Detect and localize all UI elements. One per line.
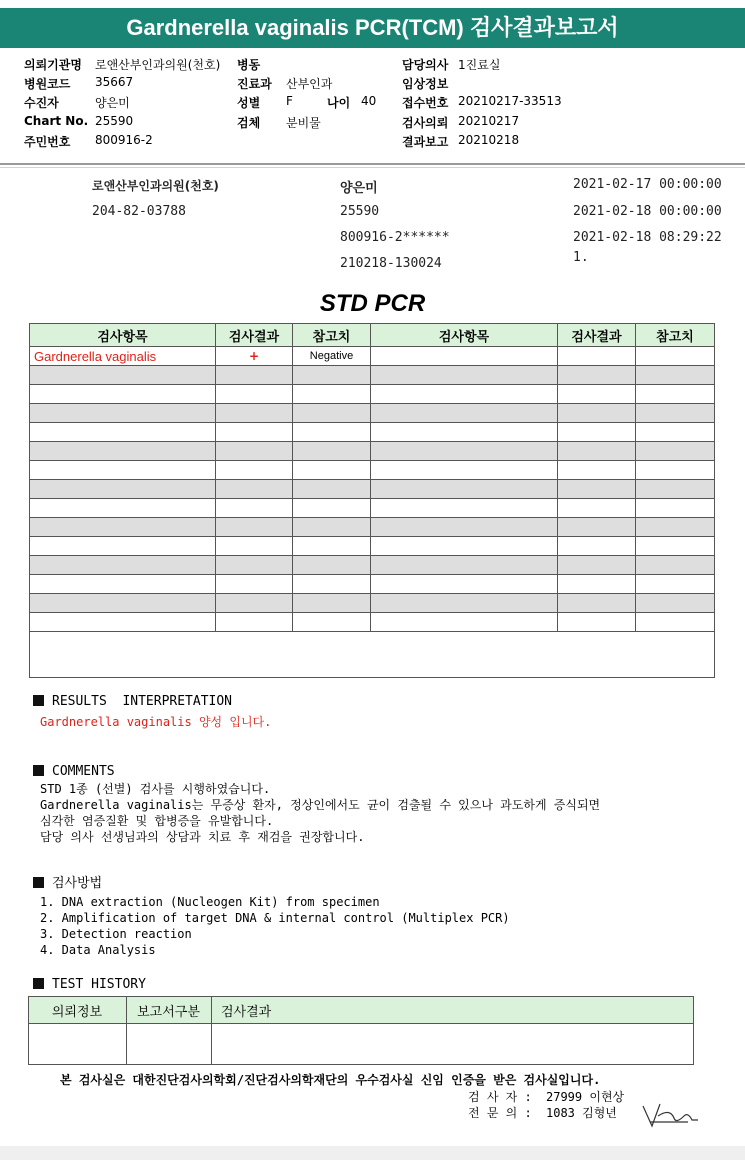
table-row [30,366,715,385]
label-receipt-no: 접수번호 [402,96,449,110]
bottom-bar [0,1146,745,1160]
value-clinic: 로앤산부인과의원(천호) [95,58,221,72]
square-bullet-icon [33,877,44,888]
method-line: 3. Detection reaction [40,927,192,941]
table-row [30,480,715,499]
label-sex: 성별 [237,96,261,110]
table-footer-row [30,632,715,678]
comment-line: 심각한 염증질환 및 합병증을 유발합니다. [40,814,274,828]
comment-line: STD 1종 (선별) 검사를 시행하였습니다. [40,782,271,796]
report-title: Gardnerella vaginalis PCR(TCM) 검사결과보고서 [0,8,745,48]
value-hospital-code: 35667 [95,75,134,89]
value-receipt-no: 20210217-33513 [458,94,562,108]
info-patient: 양은미 [340,181,378,196]
value-department: 산부인과 [286,77,333,91]
label-request-date: 검사의뢰 [402,116,449,130]
value-specimen: 분비물 [286,116,321,130]
label-patient: 수진자 [24,96,59,110]
label-chart-no: Chart No. [24,114,89,128]
table-row [30,347,715,366]
interpretation-text: Gardnerella vaginalis 양성 입니다. [40,715,272,729]
history-table [28,996,694,1065]
col-header-report-type: 보고서구분 [127,997,212,1024]
info-clinic: 로앤산부인과의원(천호) [92,179,219,193]
value-chart-no: 25590 [95,114,134,128]
label-age: 나이 [327,96,351,110]
label-department: 진료과 [237,77,272,91]
info-sample-no: 210218-130024 [340,256,442,271]
comment-line: Gardnerella vaginalis는 무증상 환자, 정상인에서도 균이 검출될 수 있으나 과도하게 증식되면 [40,798,601,812]
method-line: 1. DNA extraction (Nucleogen Kit) from specimen [40,895,380,909]
table-row [30,613,715,632]
col-header-item: 검사항목 [30,324,216,347]
cell-reference: Negative [293,347,371,366]
results-header-row [30,324,715,347]
table-row [30,575,715,594]
table-row [29,1024,694,1065]
label-ward: 병동 [237,58,261,72]
value-doctor: 1진료실 [458,58,501,72]
label-doctor: 담당의사 [402,58,449,72]
interpretation-heading: RESULTS INTERPRETATION [33,694,232,710]
label-specimen: 검체 [237,116,261,130]
history-heading: TEST HISTORY [33,977,146,993]
table-row [30,518,715,537]
tester-label: 검 사 자 : [468,1090,532,1104]
table-row [30,556,715,575]
table-row [30,461,715,480]
square-bullet-icon [33,695,44,706]
tester-value: 27999 이현상 [546,1090,625,1104]
col-header-test-result: 검사결과 [212,997,694,1024]
value-request-date: 20210217 [458,114,520,128]
doctor-value: 1083 김형년 [546,1106,617,1120]
square-bullet-icon [33,765,44,776]
table-row [30,423,715,442]
method-heading: 검사방법 [33,876,102,892]
col-header-item-2: 검사항목 [371,324,558,347]
table-row [30,594,715,613]
comments-heading: COMMENTS [33,764,115,780]
info-date2: 2021-02-18 00:00:00 [573,204,722,219]
divider [0,163,745,165]
history-header-row [29,997,694,1024]
label-clinical-info: 임상정보 [402,77,449,91]
label-rrn: 주민번호 [24,135,71,149]
cell-item: Gardnerella vaginalis [30,347,216,366]
table-row [30,442,715,461]
certification-text: 본 검사실은 대한진단검사의학회/진단검사의학재단의 우수검사실 신임 인증을 받은 검사실입니다. [60,1073,601,1087]
doctor-label: 전 문 의 : [468,1106,532,1120]
value-patient: 양은미 [95,96,130,110]
info-date3-suffix: 1. [573,250,589,265]
table-row [30,404,715,423]
value-report-date: 20210218 [458,133,520,147]
info-date1: 2021-02-17 00:00:00 [573,177,722,192]
label-report-date: 결과보고 [402,135,449,149]
method-line: 4. Data Analysis [40,943,156,957]
info-biz-no: 204-82-03788 [92,204,186,219]
col-header-reference: 참고치 [293,324,371,347]
info-chart: 25590 [340,204,380,219]
signature-image [640,1100,702,1130]
square-bullet-icon [33,978,44,989]
col-header-reference-2: 참고치 [636,324,715,347]
section-title: STD PCR [319,290,426,317]
col-header-result: 검사결과 [216,324,293,347]
results-table [29,323,715,678]
label-hospital-code: 병원코드 [24,77,71,91]
value-age: 40 [361,94,377,108]
method-line: 2. Amplification of target DNA & internal control (Multiplex PCR) [40,911,510,925]
divider [0,167,745,168]
table-row [30,385,715,404]
col-header-request-info: 의뢰정보 [29,997,127,1024]
cell-result: + [216,347,293,366]
table-row [30,537,715,556]
info-date3: 2021-02-18 08:29:22 [573,230,722,245]
label-clinic: 의뢰기관명 [24,58,82,72]
comment-line: 담당 의사 선생님과의 상담과 치료 후 재검을 권장합니다. [40,830,365,844]
info-rrn: 800916-2****** [340,230,450,245]
value-sex: F [286,94,293,108]
value-rrn: 800916-2 [95,133,153,147]
col-header-result-2: 검사결과 [558,324,636,347]
table-row [30,499,715,518]
